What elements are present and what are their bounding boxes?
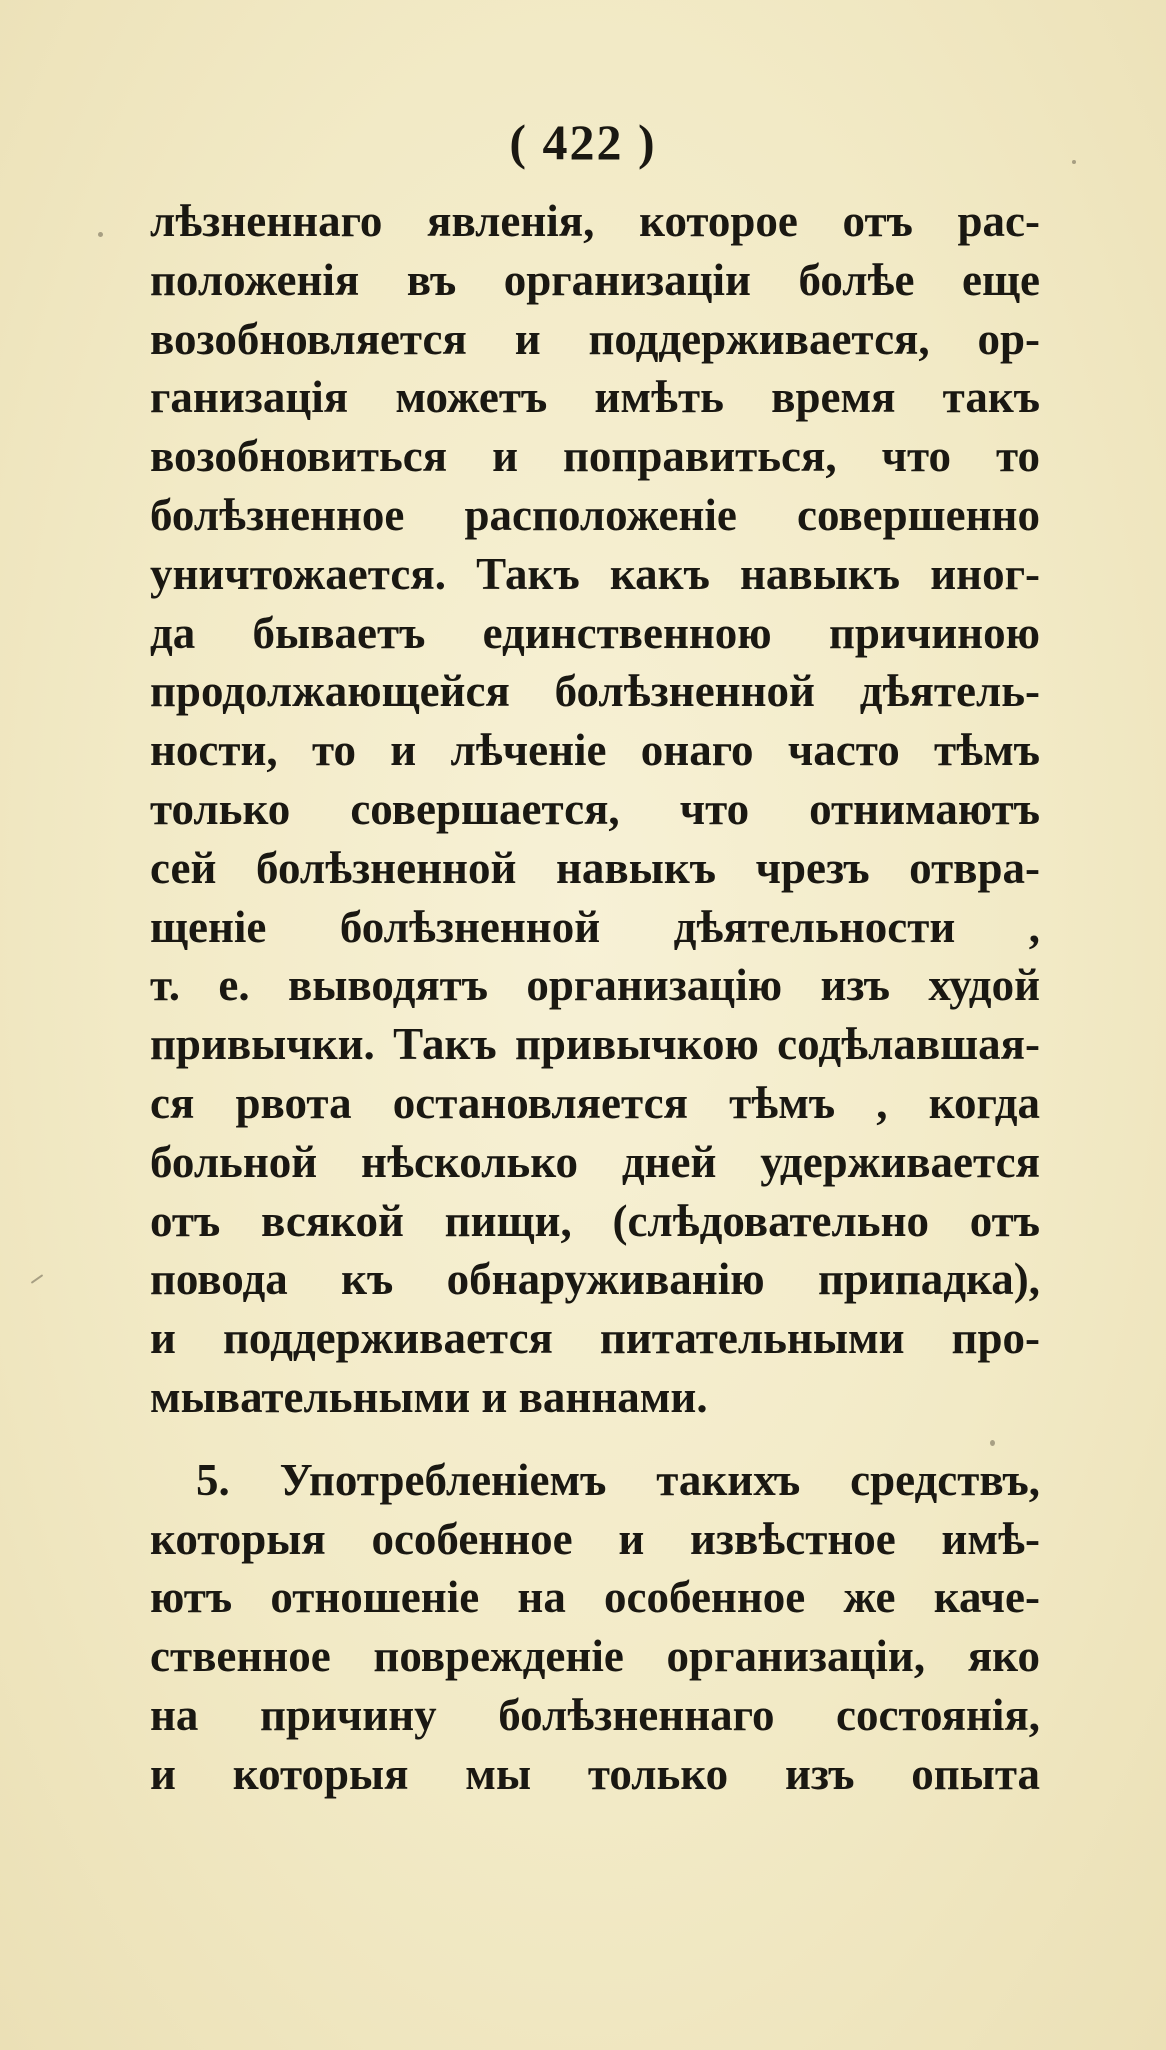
text-line: лѣзненнаго явленія, которое отъ рас- <box>150 196 1040 246</box>
text-line: и которыя мы только изъ опыта <box>150 1748 1040 1799</box>
text-line: продолжающейся болѣзненной дѣятель- <box>150 666 1040 717</box>
text-line: мывательными и ваннами. <box>150 1371 708 1422</box>
text-line: возобновиться и поправиться, что то <box>150 431 1040 482</box>
text-line: отъ всякой пищи, (слѣдовательно отъ <box>150 1195 1040 1246</box>
text-line: повода къ обнаруживанію припадка), <box>150 1254 1040 1305</box>
print-speck <box>31 1274 44 1284</box>
page-number: ( 422 ) <box>509 114 657 170</box>
body-text <box>150 192 1040 1804</box>
text-line: ся рвота остановляется тѣмъ , когда <box>150 1077 1040 1128</box>
text-line: ности, то и лѣченіе онаго часто тѣмъ <box>150 725 1040 776</box>
text-line: т. е. выводятъ организацію изъ худой <box>150 960 1040 1011</box>
text-line: и поддерживается питательными про- <box>150 1313 1040 1364</box>
print-speck <box>990 1440 995 1446</box>
text-line: только совершается, что отнимаютъ <box>150 783 1040 834</box>
text-line: положенія въ организаціи болѣе еще <box>150 254 1040 305</box>
paragraph-continued <box>150 192 1040 1427</box>
text-line: ственное поврежденіе организаціи, яко <box>150 1631 1040 1682</box>
text-line: болѣзненное расположеніе совершенно <box>150 489 1040 540</box>
text-line: уничтожается. Такъ какъ навыкъ иног- <box>150 548 1040 599</box>
text-line: ютъ отношеніе на особенное же каче- <box>150 1572 1040 1623</box>
print-speck <box>98 232 103 237</box>
text-line: больной нѣсколько дней удерживается <box>150 1136 1040 1187</box>
text-line: да бываетъ единственною причиною <box>150 607 1040 658</box>
text-line: 5. Употребленіемъ такихъ средствъ, <box>196 1454 1040 1505</box>
text-line: которыя особенное и извѣстное имѣ- <box>150 1513 1040 1564</box>
text-line: щеніе болѣзненной дѣятельности , <box>150 901 1040 952</box>
text-line: сей болѣзненной навыкъ чрезъ отвра- <box>150 842 1040 893</box>
paragraph-5 <box>150 1451 1040 1804</box>
text-line: привычки. Такъ привычкою содѣлавшая- <box>150 1019 1040 1070</box>
paragraph-gap <box>150 1427 1040 1451</box>
print-speck <box>1072 160 1076 164</box>
text-line: на причину болѣзненнаго состоянія, <box>150 1689 1040 1740</box>
text-line: возобновляется и поддерживается, ор- <box>150 313 1040 364</box>
text-line: ганизація можетъ имѣть время такъ <box>150 372 1040 423</box>
